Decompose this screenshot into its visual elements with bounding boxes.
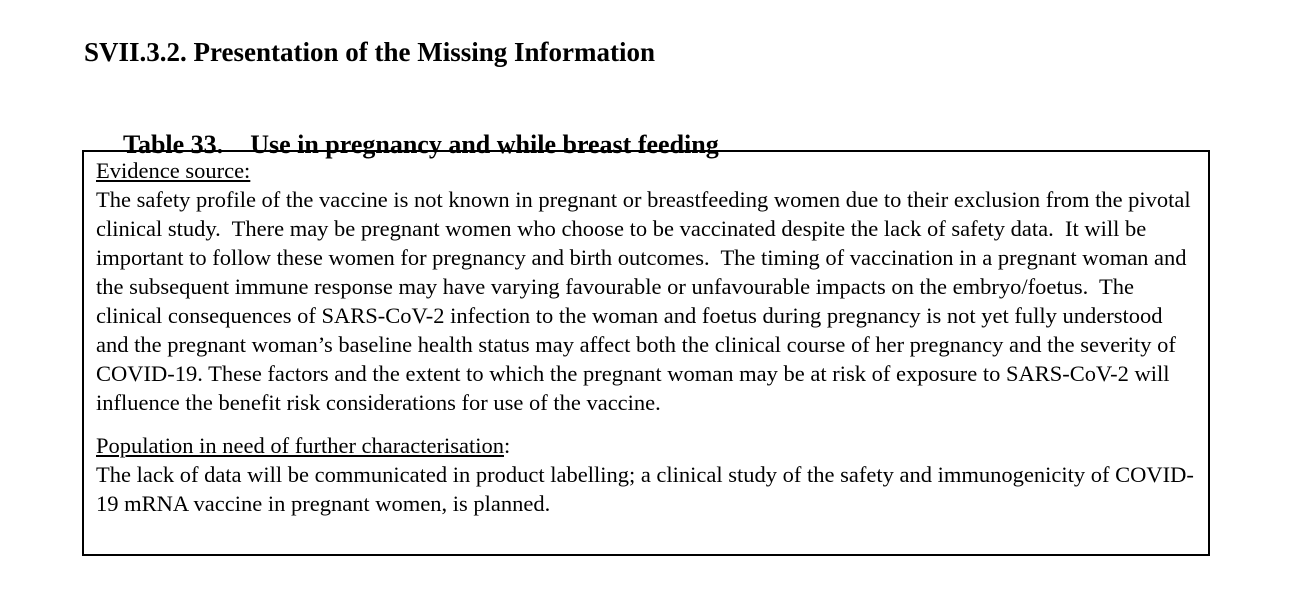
table-caption-title: Use in pregnancy and while breast feeding xyxy=(250,129,719,159)
missing-information-table xyxy=(82,150,1210,556)
population-heading: Population in need of further characterisation: xyxy=(96,433,511,458)
population-text: The lack of data will be communicated in product labelling; a clinical study of the safety and immunogenicity of COVID-19 mRNA vaccine in pregnant women, is planned. xyxy=(96,462,1194,516)
population-section xyxy=(96,431,1194,518)
section-heading: SVII.3.2. Presentation of the Missing Information xyxy=(84,37,656,67)
evidence-source-heading: Evidence source: xyxy=(96,158,251,183)
evidence-source-text: The safety profile of the vaccine is not known in pregnant or breastfeeding women due to their exclusion from the pivotal clinical study. There may be pregnant women who choose to be vaccinated despite the lack of safety data. It will be important to follow these women for pregnancy and birth outcomes. The timing of vaccination in a pregnant woman and the subsequent immune response may have varying favourable or unfavourable impacts on the embryo/foetus. The clinical consequences of SARS-CoV-2 infection to the woman and foetus during pregnancy is not yet fully understood and the pregnant woman’s baseline health status may affect both the clinical course of her pregnancy and the severity of COVID-19. These factors and the extent to which the pregnant woman may be at risk of exposure to SARS-CoV-2 will influence the benefit risk considerations for use of the vaccine. xyxy=(96,187,1197,415)
evidence-source-section xyxy=(96,156,1197,417)
table-caption-label: Table 33. xyxy=(123,129,224,159)
population-heading-colon: : xyxy=(503,433,511,458)
